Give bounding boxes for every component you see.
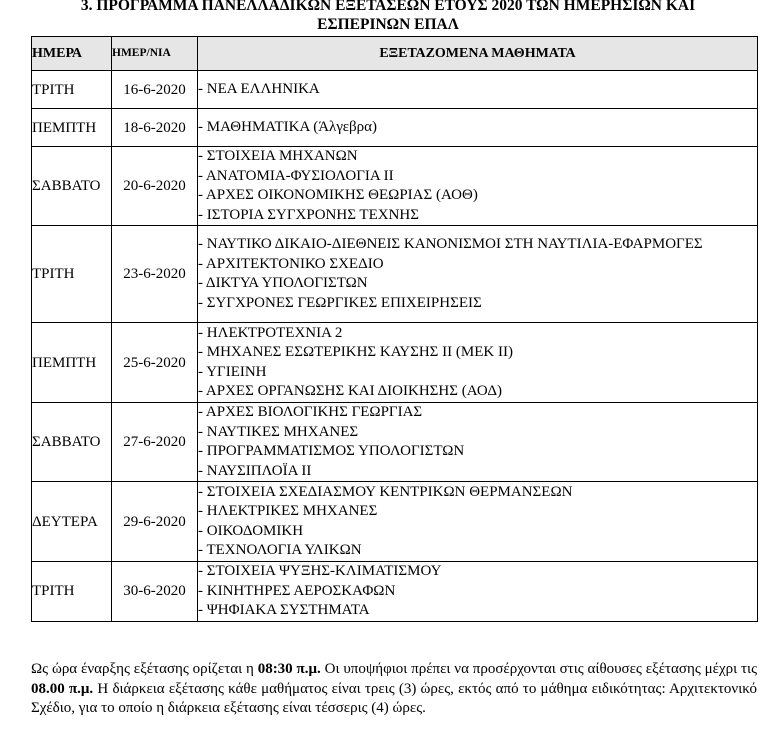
exam-schedule-table xyxy=(31,36,758,622)
page-title xyxy=(18,0,758,34)
row-subjects xyxy=(198,147,758,226)
title-line-2: ΕΣΠΕΡΙΝΩΝ ΕΠΑΛ xyxy=(317,16,459,33)
row-date: 27-6-2020 xyxy=(112,403,198,482)
subject-item: - ΜΑΘΗΜΑΤΙΚΑ (Άλγεβρα) xyxy=(198,118,377,135)
subject-item: - ΟΙΚΟΔΟΜΙΚΗ xyxy=(198,522,304,539)
subject-item: - ΝΑΥΣΙΠΛΟΪΑ ΙΙ xyxy=(198,462,312,479)
table-row xyxy=(32,323,758,403)
subject-item: - ΚΙΝΗΤΗΡΕΣ ΑΕΡΟΣΚΑΦΩΝ xyxy=(198,582,396,599)
note-start-time: 08:30 π.μ. xyxy=(257,661,321,677)
row-date: 23-6-2020 xyxy=(112,226,198,323)
row-date: 25-6-2020 xyxy=(112,323,198,403)
table-row xyxy=(32,147,758,226)
row-day: ΔΕΥΤΕΡΑ xyxy=(32,482,112,562)
table-header-row xyxy=(32,37,758,71)
subject-item: - ΨΗΦΙΑΚΑ ΣΥΣΤΗΜΑΤΑ xyxy=(198,602,370,618)
subject-item: - ΑΡΧΕΣ ΒΙΟΛΟΓΙΚΗΣ ΓΕΩΡΓΙΑΣ xyxy=(198,404,423,420)
row-day: ΤΡΙΤΗ xyxy=(32,71,112,109)
table-row xyxy=(32,71,758,109)
table-row xyxy=(32,403,758,482)
row-subjects xyxy=(198,403,758,482)
subject-item: - ΗΛΕΚΤΡΙΚΕΣ ΜΗΧΑΝΕΣ xyxy=(198,503,378,519)
subject-item: - ΣΤΟΙΧΕΙΑ ΨΥΞΗΣ-ΚΛΙΜΑΤΙΣΜΟΥ xyxy=(198,563,442,579)
row-subjects xyxy=(198,71,758,109)
note-part-3: Η διάρκεια εξέτασης κάθε μαθήματος είναι τρεις (3) ώρες, εκτός από το μάθημα ειδικότητας: Αρχιτεκτονικό Σχέδιο, για το οποίο η διάρκεια εξέτασης είναι τέσσερις (4) ώρες. xyxy=(31,680,757,716)
note-part-1: Ως ώρα έναρξης εξέτασης ορίζεται η xyxy=(31,661,258,677)
table-body xyxy=(32,71,758,622)
subject-item: - ΝΑΥΤΙΚΕΣ ΜΗΧΑΝΕΣ xyxy=(198,423,359,440)
row-day: ΤΡΙΤΗ xyxy=(32,226,112,323)
header-day: ΗΜΕΡΑ xyxy=(32,37,112,71)
table-row xyxy=(32,482,758,562)
subject-item: - ΣΤΟΙΧΕΙΑ ΣΧΕΔΙΑΣΜΟΥ ΚΕΝΤΡΙΚΩΝ ΘΕΡΜΑΝΣΕΩΝ xyxy=(198,483,573,500)
subject-item: - ΗΛΕΚΤΡΟΤΕΧΝΙΑ 2 xyxy=(198,324,343,341)
header-date: ΗΜΕΡ/ΝΙΑ xyxy=(112,37,198,71)
row-date: 16-6-2020 xyxy=(112,71,198,109)
table-row xyxy=(32,109,758,147)
header-subjects: ΕΞΕΤΑΖΟΜΕΝΑ ΜΑΘΗΜΑΤΑ xyxy=(198,37,758,71)
table-row xyxy=(32,562,758,622)
table-row xyxy=(32,226,758,323)
row-date: 18-6-2020 xyxy=(112,109,198,147)
row-subjects xyxy=(198,562,758,622)
row-day: ΤΡΙΤΗ xyxy=(32,562,112,622)
row-day: ΣΑΒΒΑΤΟ xyxy=(32,403,112,482)
row-day: ΠΕΜΠΤΗ xyxy=(32,109,112,147)
row-subjects xyxy=(198,226,758,323)
subject-item: - ΔΙΚΤΥΑ ΥΠΟΛΟΓΙΣΤΩΝ xyxy=(198,275,368,291)
subject-item: - ΠΡΟΓΡΑΜΜΑΤΙΣΜΟΣ ΥΠΟΛΟΓΙΣΤΩΝ xyxy=(198,443,465,459)
subject-item: - ΥΓΙΕΙΝΗ xyxy=(198,363,267,380)
note-part-2: Οι υποψήφιοι πρέπει να προσέρχονται στις αίθουσες εξέτασης μέχρι τις xyxy=(320,661,758,677)
row-subjects xyxy=(198,109,758,147)
row-date: 29-6-2020 xyxy=(112,482,198,562)
row-date: 30-6-2020 xyxy=(112,562,198,622)
subject-item: - ΑΡΧΙΤΕΚΤΟΝΙΚΟ ΣΧΕΔΙΟ xyxy=(198,255,384,272)
subject-item: - ΙΣΤΟΡΙΑ ΣΥΓΧΡΟΝΗΣ ΤΕΧΝΗΣ xyxy=(198,206,419,223)
subject-item: - ΑΡΧΕΣ ΟΡΓΑΝΩΣΗΣ ΚΑΙ ΔΙΟΙΚΗΣΗΣ (ΑΟΔ) xyxy=(198,383,503,399)
note-arrival-time: 08.00 π.μ. xyxy=(31,680,94,697)
row-subjects xyxy=(198,323,758,403)
exam-note xyxy=(31,660,757,719)
row-date: 20-6-2020 xyxy=(112,147,198,226)
subject-item: - ΣΤΟΙΧΕΙΑ ΜΗΧΑΝΩΝ xyxy=(198,148,358,164)
row-subjects xyxy=(198,482,758,562)
row-day: ΠΕΜΠΤΗ xyxy=(32,323,112,403)
title-line-1: 3. ΠΡΟΓΡΑΜΜΑ ΠΑΝΕΛΛΑΔΙΚΩΝ ΕΞΕΤΑΣΕΩΝ ΕΤΟΥΣ 2020 ΤΩΝ ΗΜΕΡΗΣΙΩΝ ΚΑΙ xyxy=(80,0,696,14)
subject-item: - ΤΕΧΝΟΛΟΓΙΑ ΥΛΙΚΩΝ xyxy=(198,542,362,558)
subject-item: - ΑΝΑΤΟΜΙΑ-ΦΥΣΙΟΛΟΓΙΑ ΙΙ xyxy=(198,167,394,184)
subject-item: - ΝΑΥΤΙΚΟ ΔΙΚΑΙΟ-ΔΙΕΘΝΕΙΣ ΚΑΝΟΝΙΣΜΟΙ ΣΤΗ ΝΑΥΤΙΛΙΑ-ΕΦΑΡΜΟΓΕΣ xyxy=(198,236,703,252)
row-day: ΣΑΒΒΑΤΟ xyxy=(32,147,112,226)
subject-item: - ΣΥΓΧΡΟΝΕΣ ΓΕΩΡΓΙΚΕΣ ΕΠΙΧΕΙΡΗΣΕΙΣ xyxy=(198,294,482,311)
subject-item: - ΑΡΧΕΣ ΟΙΚΟΝΟΜΙΚΗΣ ΘΕΩΡΙΑΣ (ΑΟΘ) xyxy=(198,187,478,203)
subject-item: - ΜΗΧΑΝΕΣ ΕΣΩΤΕΡΙΚΗΣ ΚΑΥΣΗΣ ΙΙ (ΜΕΚ ΙΙ) xyxy=(198,344,513,360)
subject-item: - ΝΕΑ ΕΛΛΗΝΙΚΑ xyxy=(198,80,320,97)
